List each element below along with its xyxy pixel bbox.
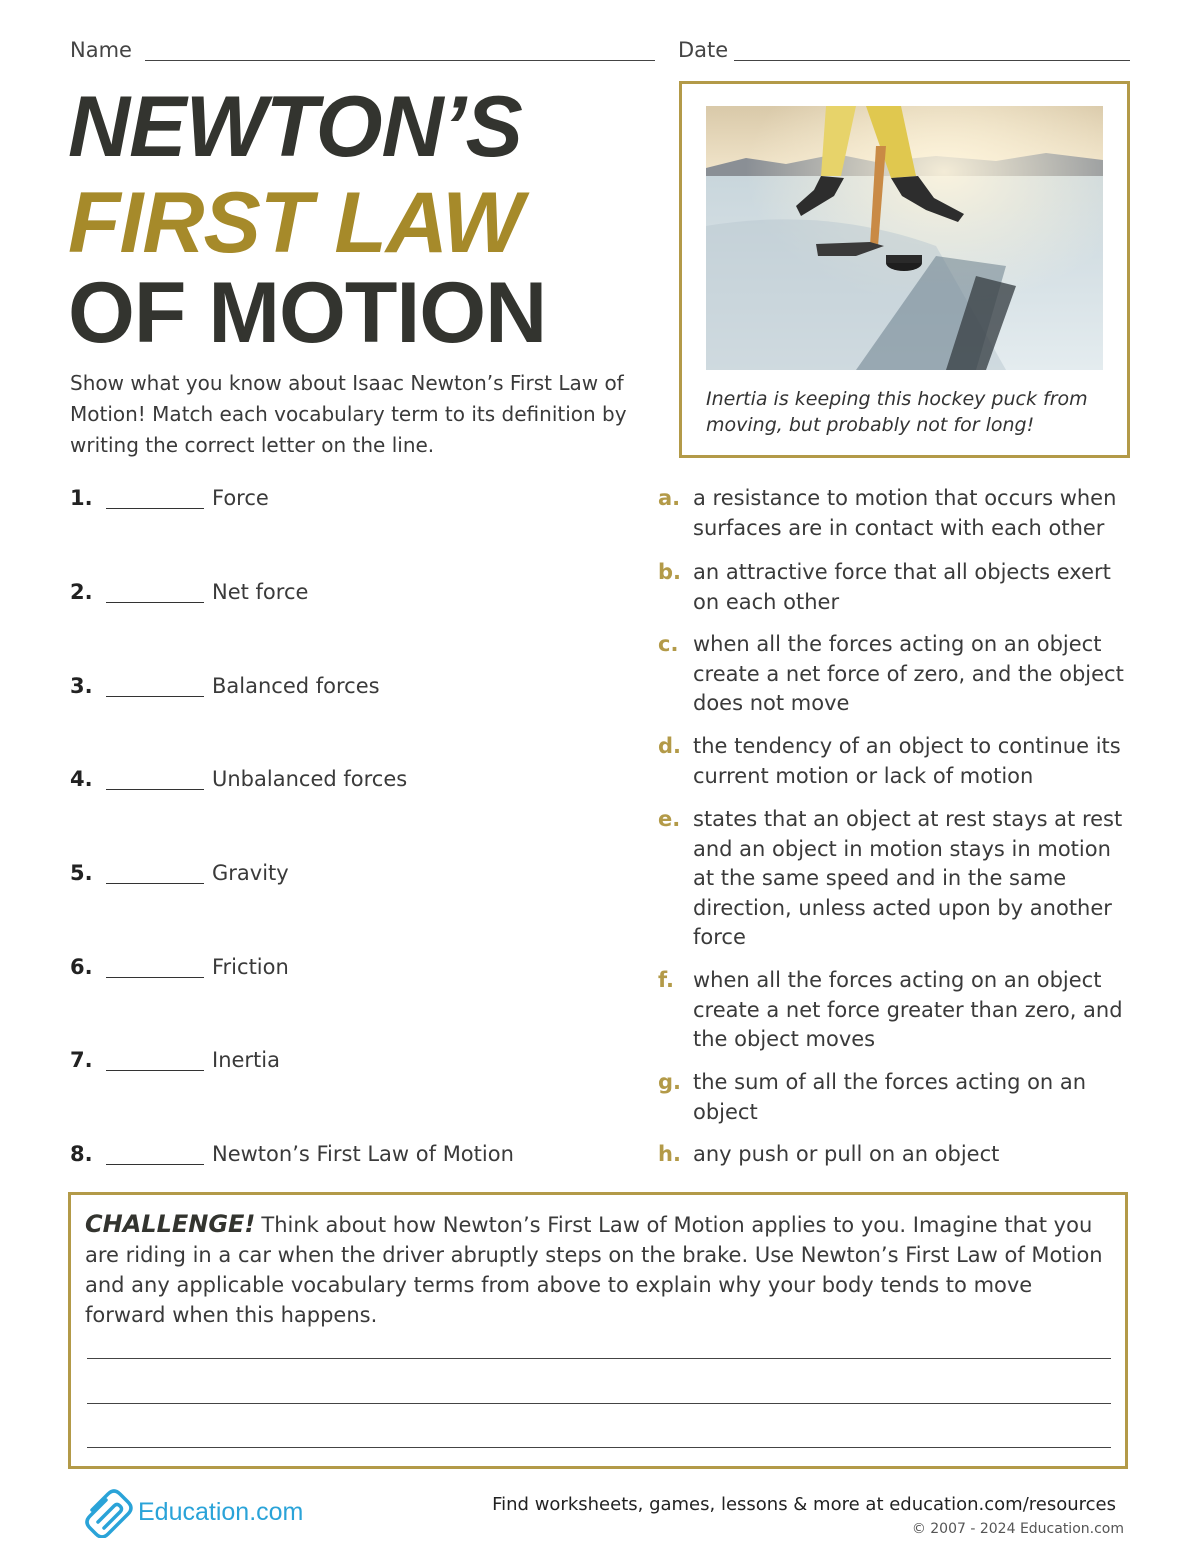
footer-copyright: © 2007 - 2024 Education.com [911, 1521, 1124, 1537]
answer-blank[interactable] [106, 1070, 204, 1071]
definition-text: the sum of all the forces acting on an object [693, 1070, 1087, 1124]
date-line[interactable] [734, 60, 1130, 61]
definition-text: an attractive force that all objects exert on each other [693, 560, 1111, 614]
answer-line-3[interactable] [87, 1447, 1111, 1448]
term-number: 5. [70, 861, 93, 885]
answer-blank[interactable] [106, 1164, 204, 1165]
answer-line-2[interactable] [87, 1403, 1111, 1404]
term-number: 7. [70, 1048, 93, 1072]
challenge-text-block [85, 1209, 1115, 1330]
definition-text: states that an object at rest stays at rest and an object in motion stays in motion at the same speed and in the same direction, unless acted upon by another force [693, 807, 1123, 949]
footer-tagline[interactable]: Find worksheets, games, lessons & more at education.com/resources [492, 1494, 1116, 1515]
term-word: Gravity [212, 861, 289, 885]
term-word: Newton’s First Law of Motion [212, 1142, 514, 1166]
term-word: Balanced forces [212, 674, 380, 698]
definition-text: any push or pull on an object [693, 1142, 1000, 1166]
term-number: 6. [70, 955, 93, 979]
answer-blank[interactable] [106, 602, 204, 603]
logo-text: Education.com [138, 1498, 304, 1526]
title-line-3: OF MOTION [68, 265, 547, 361]
answer-blank[interactable] [106, 508, 204, 509]
term-number: 8. [70, 1142, 93, 1166]
hockey-photo [706, 106, 1103, 370]
definition-letter: g. [658, 1070, 682, 1094]
education-logo[interactable] [84, 1484, 324, 1540]
challenge-prompt: Think about how Newton’s First Law of Motion applies to you. Imagine that you are riding in a car when the driver abruptly steps on the brake. Use Newton’s First Law of Motion and any applicable vocabulary terms from above to explain why your body tends to move forward when this happens. [85, 1213, 1103, 1327]
intro-text: Show what you know about Isaac Newton’s First Law of Motion! Match each vocabulary term to its definition by writing the correct letter on the line. [70, 371, 627, 457]
term-number: 1. [70, 486, 93, 510]
name-label: Name [70, 38, 132, 62]
definition-letter: e. [658, 807, 681, 831]
definition-text: the tendency of an object to continue its current motion or lack of motion [693, 734, 1121, 788]
date-label: Date [678, 38, 729, 62]
term-word: Force [212, 486, 269, 510]
definition-letter: h. [658, 1142, 681, 1166]
definition-letter: b. [658, 560, 682, 584]
term-word: Inertia [212, 1048, 280, 1072]
definition-letter: d. [658, 734, 682, 758]
term-word: Friction [212, 955, 289, 979]
answer-blank[interactable] [106, 789, 204, 790]
definition-letter: c. [658, 632, 679, 656]
answer-blank[interactable] [106, 977, 204, 978]
term-number: 3. [70, 674, 93, 698]
answer-line-1[interactable] [87, 1358, 1111, 1359]
photo-box [679, 81, 1130, 458]
definition-text: when all the forces acting on an object create a net force greater than zero, and the object moves [693, 968, 1123, 1051]
photo-caption: Inertia is keeping this hockey puck from moving, but probably not for long! [706, 388, 1088, 436]
name-line[interactable] [145, 60, 655, 61]
term-number: 2. [70, 580, 93, 604]
definition-letter: f. [658, 968, 674, 992]
term-word: Net force [212, 580, 309, 604]
challenge-box [68, 1192, 1128, 1469]
definition-text: when all the forces acting on an object create a net force of zero, and the object does not move [693, 632, 1124, 715]
definition-text: a resistance to motion that occurs when surfaces are in contact with each other [693, 486, 1117, 540]
challenge-heading: CHALLENGE! [85, 1210, 256, 1238]
term-word: Unbalanced forces [212, 767, 408, 791]
title-line-1: NEWTON’S [68, 79, 522, 175]
answer-blank[interactable] [106, 696, 204, 697]
answer-blank[interactable] [106, 883, 204, 884]
paperclip-icon [84, 1488, 134, 1538]
definition-letter: a. [658, 486, 681, 510]
title-line-2: FIRST LAW [68, 175, 523, 271]
term-number: 4. [70, 767, 93, 791]
